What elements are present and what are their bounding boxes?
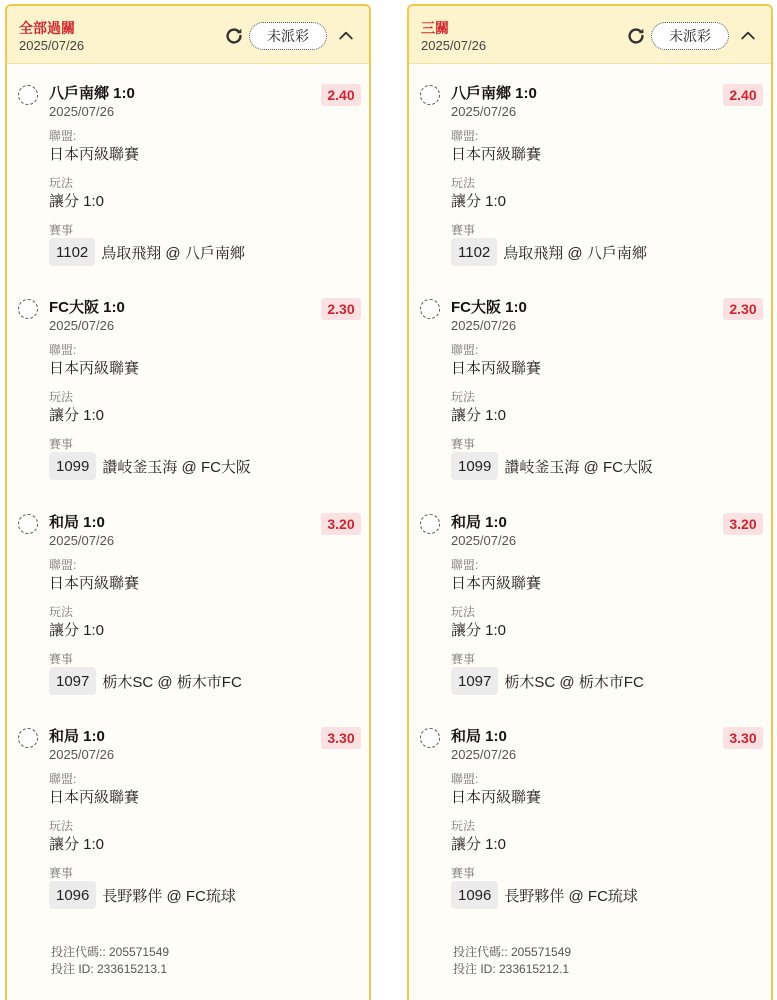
match-name: 讚岐釜玉海 @ FC大阪 bbox=[504, 458, 653, 476]
selection-item bbox=[409, 298, 771, 512]
odds-badge: 3.20 bbox=[723, 513, 763, 535]
selection-date: 2025/07/26 bbox=[49, 318, 115, 333]
refresh-icon[interactable] bbox=[623, 23, 649, 49]
match-row bbox=[451, 667, 644, 695]
match-row bbox=[49, 881, 236, 909]
play-label: 玩法 bbox=[49, 390, 74, 404]
match-row bbox=[451, 238, 647, 266]
radio-icon[interactable] bbox=[420, 299, 440, 319]
play-value: 讓分 1:0 bbox=[451, 622, 507, 639]
play-value: 讓分 1:0 bbox=[451, 407, 507, 424]
match-name: 讚岐釜玉海 @ FC大阪 bbox=[102, 458, 251, 476]
bet-card-treble bbox=[407, 4, 773, 1000]
selection-item bbox=[409, 513, 771, 727]
selection-date: 2025/07/26 bbox=[49, 747, 115, 762]
match-id-badge: 1102 bbox=[49, 238, 95, 266]
selection-title: 和局 1:0 bbox=[49, 514, 105, 531]
radio-icon[interactable] bbox=[420, 514, 440, 534]
play-label: 玩法 bbox=[451, 390, 476, 404]
league-label: 聯盟: bbox=[451, 129, 479, 143]
odds-badge: 2.30 bbox=[723, 298, 763, 320]
bet-type-title: 全部過關 bbox=[19, 20, 75, 36]
bet-date: 2025/07/26 bbox=[421, 38, 487, 53]
selection-title: 和局 1:0 bbox=[451, 514, 507, 531]
league-value: 日本丙級聯賽 bbox=[451, 789, 542, 806]
radio-icon[interactable] bbox=[18, 299, 38, 319]
match-row bbox=[451, 452, 653, 480]
league-label: 聯盟: bbox=[49, 558, 77, 572]
play-value: 讓分 1:0 bbox=[451, 836, 507, 853]
league-label: 聯盟: bbox=[451, 558, 479, 572]
card-header bbox=[409, 6, 771, 64]
play-label: 玩法 bbox=[451, 819, 476, 833]
selection-title: FC大阪 1:0 bbox=[49, 299, 125, 316]
selection-date: 2025/07/26 bbox=[49, 533, 115, 548]
selection-date: 2025/07/26 bbox=[49, 104, 115, 119]
bet-code: 投注代碼:: 205571549 bbox=[51, 945, 170, 959]
match-name: 栃木SC @ 栃木市FC bbox=[504, 673, 644, 691]
league-label: 聯盟: bbox=[49, 343, 77, 357]
league-label: 聯盟: bbox=[451, 772, 479, 786]
selection-title: 八戶南鄉 1:0 bbox=[451, 85, 537, 102]
payout-status-badge: 未派彩 bbox=[249, 22, 327, 50]
chevron-up-icon[interactable] bbox=[735, 23, 761, 49]
bet-type-title: 三關 bbox=[421, 20, 449, 36]
selection-title: 和局 1:0 bbox=[451, 728, 507, 745]
selection-title: 和局 1:0 bbox=[49, 728, 105, 745]
radio-icon[interactable] bbox=[420, 728, 440, 748]
selection-date: 2025/07/26 bbox=[451, 318, 517, 333]
selection-date: 2025/07/26 bbox=[451, 104, 517, 119]
play-label: 玩法 bbox=[49, 605, 74, 619]
bet-card-parlay-all bbox=[5, 4, 371, 1000]
match-id-badge: 1097 bbox=[49, 667, 96, 695]
league-value: 日本丙級聯賽 bbox=[49, 360, 140, 377]
match-id-badge: 1099 bbox=[49, 452, 96, 480]
odds-badge: 3.20 bbox=[321, 513, 361, 535]
match-row bbox=[451, 881, 638, 909]
league-label: 聯盟: bbox=[49, 129, 77, 143]
play-value: 讓分 1:0 bbox=[49, 622, 105, 639]
league-label: 聯盟: bbox=[451, 343, 479, 357]
league-value: 日本丙級聯賽 bbox=[49, 146, 140, 163]
match-label: 賽事 bbox=[451, 866, 476, 880]
match-label: 賽事 bbox=[451, 437, 476, 451]
match-name: 栃木SC @ 栃木市FC bbox=[102, 673, 242, 691]
match-label: 賽事 bbox=[49, 437, 74, 451]
play-label: 玩法 bbox=[49, 819, 74, 833]
match-row bbox=[49, 667, 242, 695]
match-id-badge: 1102 bbox=[451, 238, 497, 266]
match-id-badge: 1096 bbox=[49, 881, 96, 909]
refresh-icon[interactable] bbox=[221, 23, 247, 49]
payout-status-badge: 未派彩 bbox=[651, 22, 729, 50]
match-row bbox=[49, 238, 245, 266]
radio-icon[interactable] bbox=[18, 728, 38, 748]
match-label: 賽事 bbox=[49, 866, 74, 880]
league-label: 聯盟: bbox=[49, 772, 77, 786]
play-value: 讓分 1:0 bbox=[49, 407, 105, 424]
selection-item bbox=[409, 727, 771, 941]
selection-date: 2025/07/26 bbox=[451, 533, 517, 548]
selection-title: 八戶南鄉 1:0 bbox=[49, 85, 135, 102]
selection-item bbox=[7, 727, 369, 941]
bet-date: 2025/07/26 bbox=[19, 38, 85, 53]
bet-id: 投注 ID: 233615212.1 bbox=[453, 962, 570, 976]
match-label: 賽事 bbox=[451, 652, 476, 666]
odds-badge: 3.30 bbox=[321, 727, 361, 749]
selection-item bbox=[7, 84, 369, 298]
radio-icon[interactable] bbox=[420, 85, 440, 105]
play-label: 玩法 bbox=[49, 176, 74, 190]
play-value: 讓分 1:0 bbox=[49, 193, 105, 210]
play-value: 讓分 1:0 bbox=[451, 193, 507, 210]
match-id-badge: 1097 bbox=[451, 667, 498, 695]
match-id-badge: 1096 bbox=[451, 881, 498, 909]
selection-title: FC大阪 1:0 bbox=[451, 299, 527, 316]
selection-item bbox=[7, 513, 369, 727]
odds-badge: 2.40 bbox=[321, 84, 361, 106]
selection-date: 2025/07/26 bbox=[451, 747, 517, 762]
league-value: 日本丙級聯賽 bbox=[451, 360, 542, 377]
play-value: 讓分 1:0 bbox=[49, 836, 105, 853]
play-label: 玩法 bbox=[451, 176, 476, 190]
bet-code: 投注代碼:: 205571549 bbox=[453, 945, 572, 959]
selection-item bbox=[409, 84, 771, 298]
match-row bbox=[49, 452, 251, 480]
radio-icon[interactable] bbox=[18, 514, 38, 534]
chevron-up-icon[interactable] bbox=[333, 23, 359, 49]
league-value: 日本丙級聯賽 bbox=[49, 789, 140, 806]
match-name: 鳥取飛翔 @ 八戶南鄉 bbox=[101, 244, 245, 262]
play-label: 玩法 bbox=[451, 605, 476, 619]
selection-item bbox=[7, 298, 369, 512]
match-label: 賽事 bbox=[451, 223, 476, 237]
match-label: 賽事 bbox=[49, 223, 74, 237]
odds-badge: 2.30 bbox=[321, 298, 361, 320]
league-value: 日本丙級聯賽 bbox=[49, 575, 140, 592]
bet-id: 投注 ID: 233615213.1 bbox=[51, 962, 168, 976]
radio-icon[interactable] bbox=[18, 85, 38, 105]
bet-footer-info bbox=[453, 944, 571, 978]
match-name: 長野夥伴 @ FC琉球 bbox=[102, 887, 236, 905]
match-label: 賽事 bbox=[49, 652, 74, 666]
league-value: 日本丙級聯賽 bbox=[451, 146, 542, 163]
odds-badge: 3.30 bbox=[723, 727, 763, 749]
odds-badge: 2.40 bbox=[723, 84, 763, 106]
bet-footer-info bbox=[51, 944, 169, 978]
league-value: 日本丙級聯賽 bbox=[451, 575, 542, 592]
match-name: 長野夥伴 @ FC琉球 bbox=[504, 887, 638, 905]
match-id-badge: 1099 bbox=[451, 452, 498, 480]
card-header bbox=[7, 6, 369, 64]
match-name: 鳥取飛翔 @ 八戶南鄉 bbox=[503, 244, 647, 262]
